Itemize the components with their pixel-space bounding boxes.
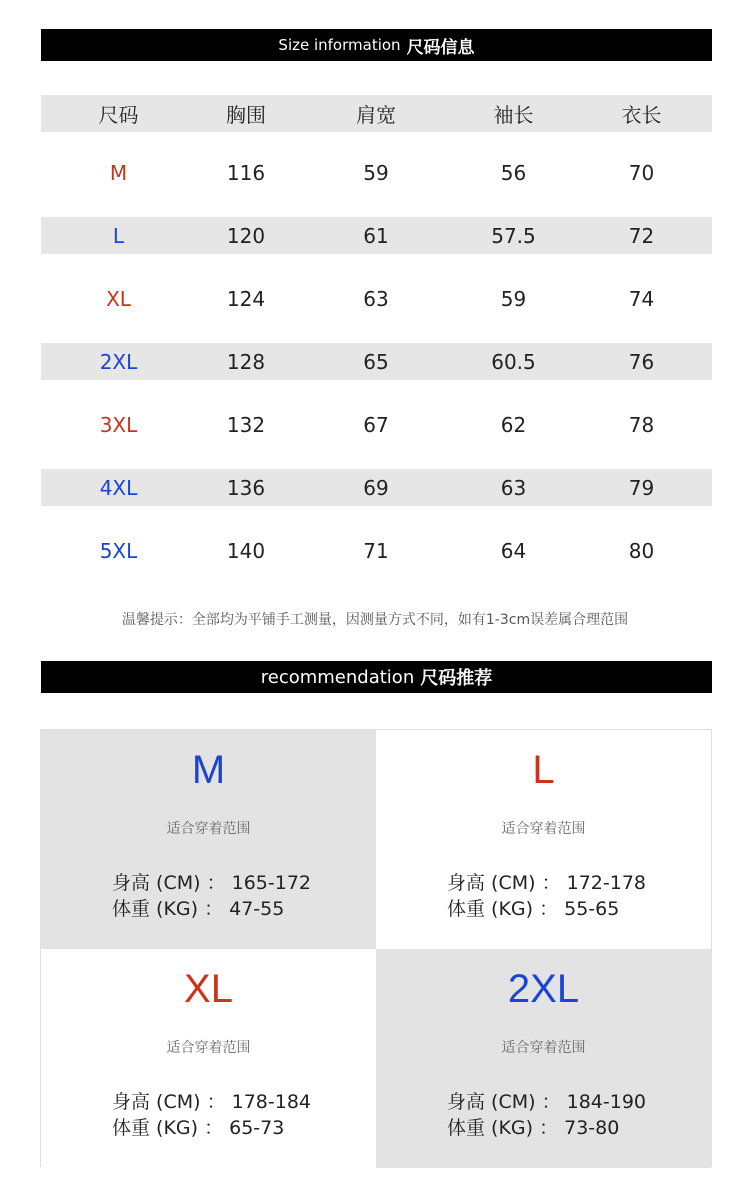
card-weight-range: 体重 (KG) ： 47-55 — [112, 898, 285, 920]
shoulder-cell: 59 — [363, 160, 389, 185]
card-height-range: 身高 (CM) ： 184-190 — [447, 1091, 646, 1113]
size-cell: 2XL — [99, 349, 138, 374]
card-size-label: XL — [184, 967, 233, 1011]
chest-cell: 128 — [226, 349, 266, 374]
sleeve-cell: 64 — [500, 538, 527, 563]
table-header-row — [41, 95, 712, 132]
chest-cell: 136 — [226, 475, 266, 500]
card-fit-caption: 适合穿着范围 — [501, 821, 586, 837]
size-recommendation-grid — [40, 729, 712, 1167]
card-size-label: M — [191, 748, 226, 792]
banner-chinese-title: 尺码推荐 — [420, 668, 493, 689]
header-chest: 胸围 — [226, 103, 266, 127]
length-cell: 79 — [628, 475, 655, 500]
measurement-note: 温馨提示：全部均为平铺手工测量，因测量方式不同，如有1-3cm误差属合理范围 — [121, 612, 629, 628]
shoulder-cell: 61 — [363, 223, 389, 248]
table-row — [41, 343, 712, 380]
size-cell: XL — [106, 286, 131, 311]
recommendation-card-l — [376, 730, 711, 949]
chest-cell: 120 — [226, 223, 266, 248]
sleeve-cell: 62 — [500, 412, 527, 437]
card-height-range: 身高 (CM) ： 172-178 — [447, 872, 646, 894]
header-size: 尺码 — [98, 103, 139, 127]
chest-cell: 116 — [226, 160, 266, 185]
card-weight-range: 体重 (KG) ： 73-80 — [447, 1117, 620, 1139]
length-cell: 80 — [628, 538, 655, 563]
table-row — [41, 532, 712, 569]
shoulder-cell: 71 — [363, 538, 389, 563]
table-row — [41, 406, 712, 443]
header-shoulder: 肩宽 — [356, 103, 396, 127]
table-row — [41, 469, 712, 506]
card-weight-range: 体重 (KG) ： 65-73 — [112, 1117, 285, 1139]
recommendation-banner — [41, 661, 712, 693]
card-size-label: L — [532, 748, 555, 792]
length-cell: 76 — [628, 349, 655, 374]
chest-cell: 132 — [226, 412, 266, 437]
banner-english-title: Size information — [278, 36, 401, 54]
size-cell: M — [109, 160, 128, 185]
chest-cell: 140 — [226, 538, 266, 563]
sleeve-cell: 57.5 — [491, 223, 536, 248]
shoulder-cell: 63 — [363, 286, 389, 311]
length-cell: 78 — [628, 412, 655, 437]
sleeve-cell: 56 — [500, 160, 527, 185]
shoulder-cell: 65 — [363, 349, 389, 374]
card-weight-range: 体重 (KG) ： 55-65 — [447, 898, 620, 920]
shoulder-cell: 67 — [363, 412, 389, 437]
size-cell: L — [112, 223, 125, 248]
recommendation-card-2xl — [376, 949, 711, 1168]
header-sleeve: 袖长 — [493, 103, 534, 127]
length-cell: 72 — [628, 223, 655, 248]
length-cell: 74 — [628, 286, 655, 311]
sleeve-cell: 63 — [500, 475, 527, 500]
recommendation-card-m — [41, 730, 376, 949]
chest-cell: 124 — [226, 286, 266, 311]
card-size-label: 2XL — [507, 967, 580, 1011]
card-fit-caption: 适合穿着范围 — [501, 1040, 586, 1056]
card-height-range: 身高 (CM) ： 178-184 — [112, 1091, 311, 1113]
table-row — [41, 217, 712, 254]
card-height-range: 身高 (CM) ： 165-172 — [112, 872, 311, 894]
header-length: 衣长 — [621, 103, 662, 127]
shoulder-cell: 69 — [363, 475, 389, 500]
banner-english-title: recommendation — [260, 666, 415, 688]
banner-chinese-title: 尺码信息 — [406, 37, 475, 58]
size-cell: 5XL — [99, 538, 138, 563]
table-row — [41, 154, 712, 191]
sleeve-cell: 59 — [500, 286, 527, 311]
size-cell: 4XL — [99, 475, 138, 500]
table-row — [41, 280, 712, 317]
size-cell: 3XL — [99, 412, 138, 437]
sleeve-cell: 60.5 — [491, 349, 536, 374]
size-information-banner — [41, 29, 712, 61]
recommendation-card-xl — [41, 949, 376, 1168]
size-table — [41, 95, 712, 569]
length-cell: 70 — [628, 160, 655, 185]
card-fit-caption: 适合穿着范围 — [166, 1040, 251, 1056]
card-fit-caption: 适合穿着范围 — [166, 821, 251, 837]
